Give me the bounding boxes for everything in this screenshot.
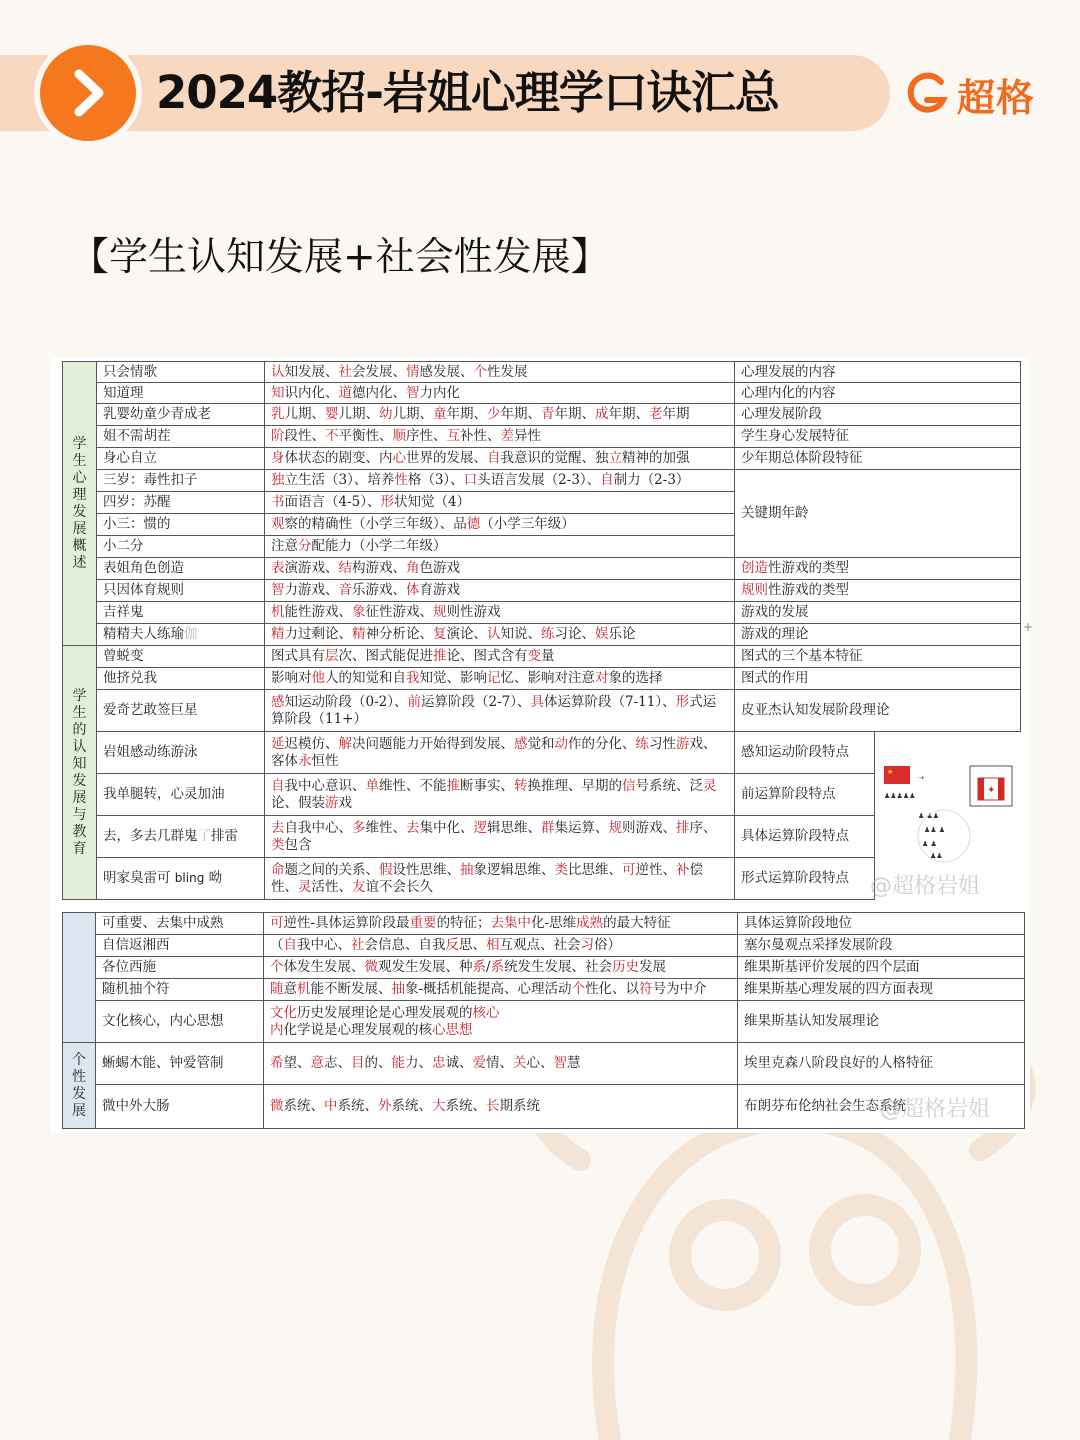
table-row: [63, 558, 1021, 580]
content-cell: 独立生活（3）、培养性格（3）、口头语言发展（2-3）、自制力（2-3）: [265, 470, 735, 492]
topic-cell: 具体运算阶段特点: [735, 816, 875, 858]
mnemonic-cell: 乳婴幼童少青成老: [97, 404, 265, 426]
svg-text:♟♟♟♟♟: ♟♟♟♟♟: [884, 792, 916, 800]
group-label: [63, 646, 97, 900]
mnemonic-cell: 小三：惯的: [97, 514, 265, 536]
topic-cell: 游戏的理论: [735, 624, 1021, 646]
table-row: [63, 624, 1021, 646]
table-row: [63, 913, 1025, 935]
table-row: [63, 646, 1021, 668]
table-row: [63, 362, 1021, 383]
topic-cell: 心理发展的内容: [735, 362, 1021, 383]
table-row: [63, 935, 1025, 957]
table-row: [63, 470, 1021, 492]
mnemonic-cell: 可重要、去集中成熟: [96, 913, 264, 935]
topic-cell: 规则性游戏的类型: [735, 580, 1021, 602]
brand-name: 超格: [957, 75, 1036, 120]
content-cell: 表演游戏、结构游戏、角色游戏: [265, 558, 735, 580]
mnemonic-cell: 自信返湘西: [96, 935, 264, 957]
table-row: [63, 957, 1025, 979]
group-label: [63, 1043, 96, 1129]
watermark-text: @超格岩姐: [880, 1097, 991, 1122]
topic-cell: 图式的作用: [735, 668, 1021, 690]
mnemonic-cell: 知道理: [97, 383, 265, 404]
table-row: [63, 404, 1021, 426]
canada-flag-icon: [970, 766, 1012, 806]
svg-text:♟♟ ♟: ♟♟ ♟: [924, 826, 946, 834]
table-row: [63, 732, 1021, 774]
content-cell: 认知发展、社会发展、情感发展、个性发展: [265, 362, 735, 383]
mnemonic-cell: 我单腿转，心灵加油: [97, 774, 265, 816]
content-cell: 命题之间的关系、假设性思维、抽象逻辑思维、类比思维、可逆性、补偿性、灵活性、友谊不会长久: [265, 858, 735, 900]
page-title: 2024教招-岩姐心理学口诀汇总: [156, 66, 779, 119]
group-label-text: 学生心理发展概述: [72, 435, 87, 571]
mnemonic-cell: 蜥蜴木能、钟爱管制: [96, 1043, 264, 1085]
mnemonic-cell: 各位西施: [96, 957, 264, 979]
mnemonic-cell: 微中外大肠: [96, 1085, 264, 1129]
topic-cell: 维果斯基心理发展的四方面表现: [738, 979, 1025, 1001]
content-cell: 机能性游戏、象征性游戏、规则性游戏: [265, 602, 735, 624]
topic-cell: 学生身心发展特征: [735, 426, 1021, 448]
group-label-text: 学生的认知发展与教育: [72, 687, 87, 857]
flags-illustration: [878, 758, 1018, 868]
mnemonic-cell: 姐不需胡茬: [97, 426, 265, 448]
topic-cell: 心理内化的内容: [735, 383, 1021, 404]
content-cell: 个体发生发展、微观发生发展、种系/系统发生发展、社会历史发展: [264, 957, 738, 979]
topic-cell: 维果斯基评价发展的四个层面: [738, 957, 1025, 979]
table-row: [63, 448, 1021, 470]
content-cell: 感知运动阶段（0-2）、前运算阶段（2-7）、具体运算阶段（7-11）、形式运算阶段（11+）: [265, 690, 735, 732]
mnemonic-cell: 他挤兑我: [97, 668, 265, 690]
topic-cell: 图式的三个基本特征: [735, 646, 1021, 668]
topic-cell: 布朗芬布伦纳社会生态系统: [738, 1085, 1025, 1129]
topic-cell: 创造性游戏的类型: [735, 558, 1021, 580]
brand-logo: [905, 66, 1035, 122]
content-cell: 微系统、中系统、外系统、大系统、长期系统: [264, 1085, 738, 1129]
content-cell: 去自我中心、多维性、去集中化、逻辑思维、群集运算、规则游戏、排序、类包含: [265, 816, 735, 858]
mnemonic-cell: 去，多去几群鬼了排雷: [97, 816, 265, 858]
content-cell: （自我中心、社会信息、自我反思、相互观点、社会习俗）: [264, 935, 738, 957]
content-cell: 知识内化、道德内化、智力内化: [265, 383, 735, 404]
topic-cell: 心理发展阶段: [735, 404, 1021, 426]
topic-cell: 具体运算阶段地位: [738, 913, 1025, 935]
topic-cell: 皮亚杰认知发展阶段理论: [735, 690, 1021, 732]
chevron-right-icon: [63, 68, 113, 118]
watermark-text: @超格岩姐: [870, 874, 981, 899]
mnemonic-cell: 只会情歌: [97, 362, 265, 383]
mnemonic-cell: 岩姐感动练游泳: [97, 732, 265, 774]
svg-text:♟ ♟♟: ♟ ♟♟: [918, 812, 940, 820]
content-cell: 图式具有层次、图式能促进推论、图式含有变量: [265, 646, 735, 668]
content-cell: 书面语言（4-5）、形状知觉（4）: [265, 492, 735, 514]
topic-cell: 前运算阶段特点: [735, 774, 875, 816]
mnemonic-cell: 三岁：毒性扣子: [97, 470, 265, 492]
table-row: [63, 580, 1021, 602]
content-cell: 精力过剩论、精神分析论、复演论、认知说、练习论、娱乐论: [265, 624, 735, 646]
svg-text:♟ ♟: ♟ ♟: [922, 840, 937, 848]
table-row: [63, 602, 1021, 624]
content-cell: 注意分配能力（小学二年级）: [265, 536, 735, 558]
table-row: [63, 979, 1025, 1001]
content-cell: 乳儿期、婴儿期、幼儿期、童年期、少年期、青年期、成年期、老年期: [265, 404, 735, 426]
table-row: [63, 668, 1021, 690]
svg-text:⇢: ⇢: [918, 774, 924, 782]
topic-cell-merged: 关键期年龄: [735, 470, 1021, 558]
section-title: 【学生认知发展+社会性发展】: [70, 235, 610, 280]
table-row: [63, 383, 1021, 404]
mnemonic-cell: 吉祥鬼: [97, 602, 265, 624]
content-cell: 随意机能不断发展、抽象-概括机能提高、心理活动个性化、以符号为中介: [264, 979, 738, 1001]
content-cell: 希望、意志、目的、能力、忠诚、爱情、关心、智慧: [264, 1043, 738, 1085]
china-flag-icon: [884, 766, 910, 784]
mnemonic-cell: 身心自立: [97, 448, 265, 470]
svg-text:✦: ✦: [987, 785, 996, 796]
brand-g-icon: [905, 72, 949, 116]
topic-cell: 感知运动阶段特点: [735, 732, 875, 774]
mnemonic-cell: 曾蜕变: [97, 646, 265, 668]
topic-cell: 少年期总体阶段特征: [735, 448, 1021, 470]
mnemonic-cell: 四岁：苏醒: [97, 492, 265, 514]
content-cell: 身体状态的剧变、内心世界的发展、自我意识的觉醒、独立精神的加强: [265, 448, 735, 470]
topic-cell: 维果斯基认知发展理论: [738, 1001, 1025, 1043]
content-cell: 可逆性-具体运算阶段最重要的特征；去集中化-思维成熟的最大特征: [264, 913, 738, 935]
topic-cell: 游戏的发展: [735, 602, 1021, 624]
plus-icon: +: [1023, 620, 1034, 634]
content-cell: 自我中心意识、单维性、不能推断事实、转换推理、早期的信号系统、泛灵论、假装游戏: [265, 774, 735, 816]
table-row: [63, 690, 1021, 732]
content-cell: 影响对他人的知觉和自我知觉、影响记忆、影响对注意对象的选择: [265, 668, 735, 690]
content-cell: 观察的精确性（小学三年级）、品德（小学三年级）: [265, 514, 735, 536]
group-label-empty: [63, 913, 96, 1043]
mnemonic-cell: 文化核心，内心思想: [96, 1001, 264, 1043]
mnemonic-cell: 表姐角色创造: [97, 558, 265, 580]
table-row: [63, 426, 1021, 448]
mnemonic-cell: 小二分: [97, 536, 265, 558]
topic-cell: 形式运算阶段特点: [735, 858, 875, 900]
content-cell: 智力游戏、音乐游戏、体育游戏: [265, 580, 735, 602]
mnemonic-cell: 精精夫人练瑜伽: [97, 624, 265, 646]
mnemonic-cell: 只因体育规则: [97, 580, 265, 602]
topic-cell: 塞尔曼观点采择发展阶段: [738, 935, 1025, 957]
svg-text:★: ★: [887, 768, 894, 776]
arrow-badge: [40, 45, 136, 141]
group-label-text: 个性发展: [72, 1051, 86, 1119]
table-row: [63, 1043, 1025, 1085]
content-cell: 文化历史发展理论是心理发展观的核心 内化学说是心理发展观的核心思想: [264, 1001, 738, 1043]
svg-text:♟♟: ♟♟: [930, 852, 943, 860]
content-cell: 延迟模仿、解决问题能力开始得到发展、感觉和动作的分化、练习性游戏、客体永恒性: [265, 732, 735, 774]
mnemonic-cell: 爱奇艺敢签巨星: [97, 690, 265, 732]
table-row: [63, 1001, 1025, 1043]
mnemonic-cell: 明家臭雷可 bling 呦: [97, 858, 265, 900]
group-label: [63, 362, 97, 646]
content-cell: 阶段性、不平衡性、顺序性、互补性、差异性: [265, 426, 735, 448]
mnemonic-cell: 随机抽个符: [96, 979, 264, 1001]
topic-cell: 埃里克森八阶段良好的人格特征: [738, 1043, 1025, 1085]
